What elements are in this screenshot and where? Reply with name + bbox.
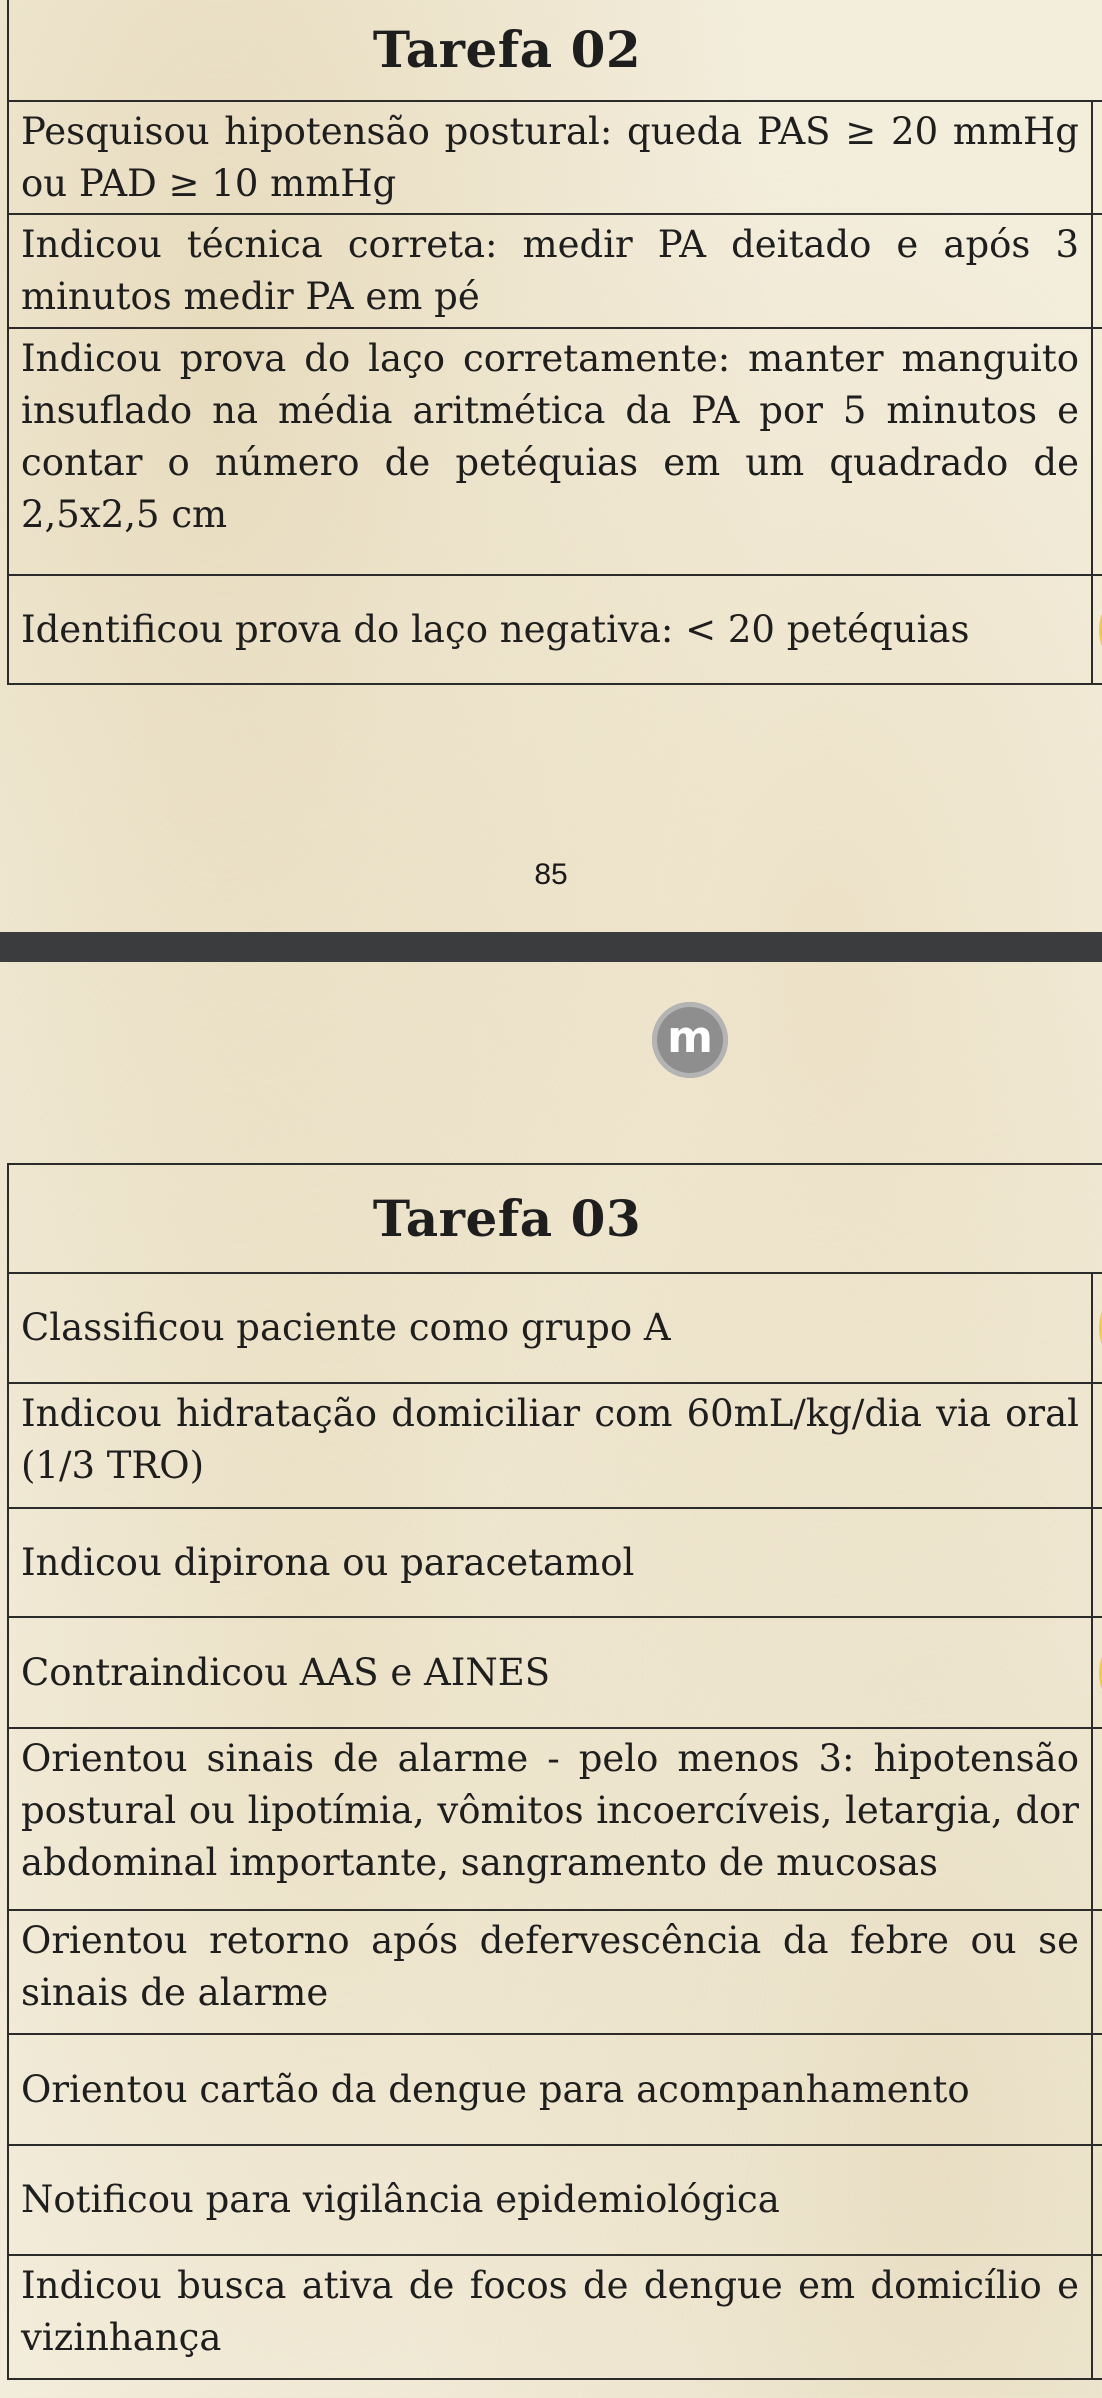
table-row [9,329,1102,576]
row-score-cell [1093,1509,1102,1616]
row-text: Pesquisou hipotensão postural: queda PAS ≥ 20 mmHg ou PAD ≥ 10 mmHg [9,102,1093,213]
table-row [9,2035,1102,2146]
row-text: Contraindicou AAS e AINES [9,1618,1093,1727]
row-text: Orientou cartão da dengue para acompanhamento [9,2035,1093,2144]
row-text: Indicou prova do laço corretamente: manter manguito insuflado na média aritmética da PA por 5 minutos e contar o número de petéquias em um quadrado de 2,5x2,5 cm [9,329,1093,574]
table-row [9,215,1102,329]
table-row [9,576,1102,685]
row-score-cell [1093,2146,1102,2254]
task-02-title-row [9,0,1102,102]
table-row [9,1911,1102,2035]
row-text: Indicou busca ativa de focos de dengue em domicílio e vizinhança [9,2256,1093,2378]
logo-letter: m [667,1012,713,1063]
table-row [9,1274,1102,1384]
page-divider [0,932,1102,962]
table-row [9,1729,1102,1911]
table-row [9,1618,1102,1729]
row-text: Identificou prova do laço negativa: < 20 petéquias [9,576,1093,683]
row-score-cell [1093,576,1102,683]
row-text: Orientou retorno após defervescência da febre ou se sinais de alarme [9,1911,1093,2033]
task-02-title: Tarefa 02 [372,19,642,79]
table-row [9,2256,1102,2380]
row-text: Indicou dipirona ou paracetamol [9,1509,1093,1616]
m-logo-icon [652,1002,728,1078]
task-03-table [7,1163,1102,2380]
task-03-title: Tarefa 03 [372,1189,642,1248]
table-row [9,102,1102,215]
row-score-cell [1093,1729,1102,1909]
row-score-cell [1093,1274,1102,1382]
row-score-cell [1093,1618,1102,1727]
table-row [9,1384,1102,1509]
row-score-cell [1093,2256,1102,2378]
row-text: Indicou hidratação domiciliar com 60mL/kg/dia via oral (1/3 TRO) [9,1384,1093,1507]
page-number: 85 [534,858,568,891]
table-row [9,2146,1102,2256]
row-score-cell [1093,1911,1102,2033]
table-row [9,1509,1102,1618]
task-02-table [7,0,1102,685]
row-text: Orientou sinais de alarme - pelo menos 3: hipotensão postural ou lipotímia, vômitos incoercíveis, letargia, dor abdominal importante, sangramento de mucosas [9,1729,1093,1909]
row-score-cell [1093,1384,1102,1507]
row-text: Classificou paciente como grupo A [9,1274,1093,1382]
row-score-cell [1093,102,1102,213]
row-text: Indicou técnica correta: medir PA deitado e após 3 minutos medir PA em pé [9,215,1093,327]
row-score-cell [1093,215,1102,327]
task-03-title-row [9,1165,1102,1274]
row-score-cell [1093,329,1102,574]
row-text: Notificou para vigilância epidemiológica [9,2146,1093,2254]
row-score-cell [1093,2035,1102,2144]
